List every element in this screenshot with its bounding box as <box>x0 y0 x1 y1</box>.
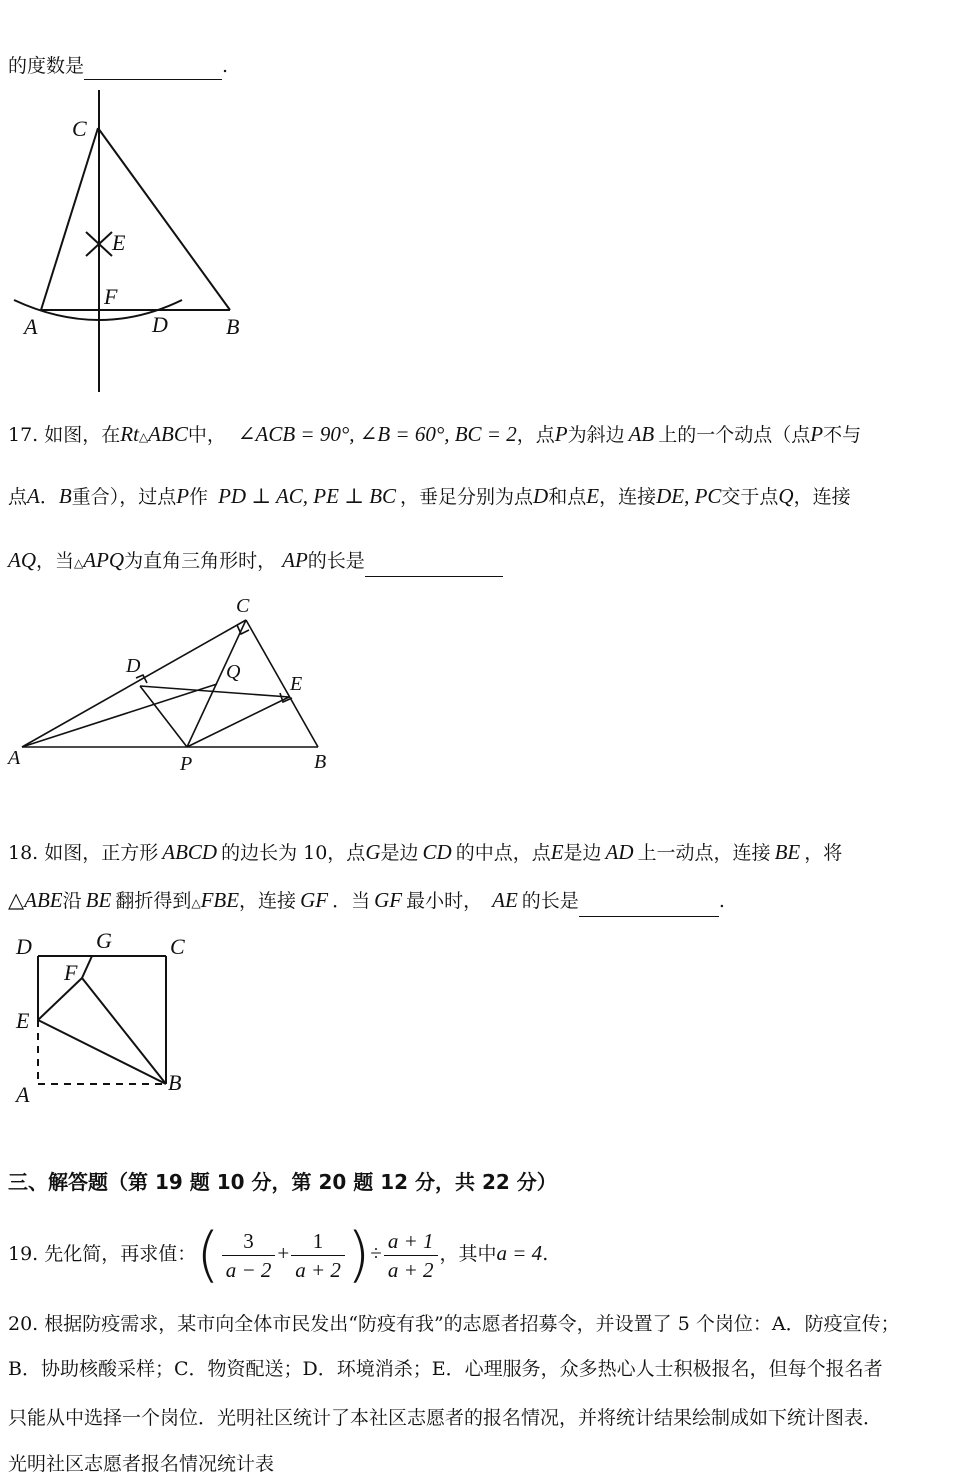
label-c: C <box>236 595 250 617</box>
label-p: P <box>180 753 193 775</box>
q20-line-1: 20. 根据防疫需求，某市向全体市民发出“防疫有我”的志愿者招募令，并设置了 5 个岗位：A．防疫宣传； <box>8 1313 900 1335</box>
label-q: Q <box>226 661 241 683</box>
label-b: B <box>226 314 240 339</box>
table-title: 光明社区志愿者报名情况统计表 <box>8 1453 275 1475</box>
answer-blank <box>365 554 503 577</box>
side-ac <box>22 620 246 747</box>
side-ca <box>41 128 98 310</box>
q17-line-1: 17. 如图，在Rt△ABC中， ∠ACB = 90°, ∠B = 60°, BC = 2，点P为斜边 AB 上的一个动点（点P不与 <box>8 422 862 446</box>
fraction-2: $\frac{1}{a + 2}$ <box>291 1227 345 1284</box>
label-e: E <box>290 673 303 695</box>
label-e: E <box>112 230 126 255</box>
segment-fb <box>82 978 166 1084</box>
answer-blank <box>84 57 222 80</box>
label-a: A <box>16 1082 30 1107</box>
label-c: C <box>72 116 87 141</box>
label-c: C <box>170 934 185 959</box>
segment-pe <box>187 697 289 747</box>
fraction-1: $\frac{3}{a - 2}$ <box>222 1227 276 1284</box>
q17-condition: ∠ACB = 90°, ∠B = 60°, BC = 2 <box>237 422 517 446</box>
figure-16 <box>0 80 280 400</box>
q17-line-2: 点A．B重合），过点P作 PD ⊥ AC, PE ⊥ BC ，垂足分别为点D和点E，连接DE, PC交于点Q，连接 <box>8 484 851 508</box>
q20-line-3: 只能从中选择一个岗位．光明社区统计了本社区志愿者的报名情况，并将统计结果绘制成如下统计图表． <box>8 1407 883 1429</box>
q20-line-2: B．协助核酸采样；C．物资配送；D．环境消杀；E．心理服务，众多热心人士积极报名，但每个报名者 <box>8 1358 883 1380</box>
segment-aq <box>22 684 217 747</box>
label-e: E <box>16 1008 30 1033</box>
q18-line-2: △ABE沿 BE 翻折得到△FBE，连接 GF ．当 GF 最小时， AE 的长是 . <box>8 886 725 917</box>
label-d: D <box>16 934 32 959</box>
section-3-heading: 三、解答题（第 19 题 10 分，第 20 题 12 分，共 22 分） <box>8 1170 557 1194</box>
label-f: F <box>104 284 118 309</box>
q16-answer-line: 的度数是 . <box>8 52 228 80</box>
q19-line: 19. 先化简，再求值：( $\frac{3}{a - 2}$ + $\frac{1}{a + 2}$ )÷ $\frac{a + 1}{a + 2}$ ，其中a = 4. <box>8 1220 549 1290</box>
label-f: F <box>64 960 78 985</box>
q18-line-1: 18. 如图，正方形 ABCD 的边长为 10，点G是边 CD 的中点，点E是边 AD 上一动点，连接 BE ，将 <box>8 840 843 864</box>
fraction-3: $\frac{a + 1}{a + 2}$ <box>384 1227 438 1284</box>
label-a: A <box>8 747 21 769</box>
label-b: B <box>314 751 327 773</box>
side-cb <box>98 128 230 310</box>
label-a: A <box>24 314 38 339</box>
right-paren: ) <box>346 1220 371 1290</box>
q17-line-3: AQ，当△APQ为直角三角形时， AP的长是 <box>8 546 503 577</box>
figure-18 <box>0 920 210 1110</box>
q16-text: 的度数是 <box>8 55 85 77</box>
label-d: D <box>126 655 141 677</box>
segment-fg <box>82 956 92 978</box>
label-b: B <box>168 1070 182 1095</box>
answer-blank <box>579 894 719 917</box>
label-d: D <box>152 312 168 337</box>
side-cb <box>246 620 318 747</box>
label-g: G <box>96 928 112 953</box>
left-paren: ( <box>196 1220 220 1290</box>
segment-eb <box>38 1020 166 1084</box>
figure-17 <box>0 590 360 790</box>
